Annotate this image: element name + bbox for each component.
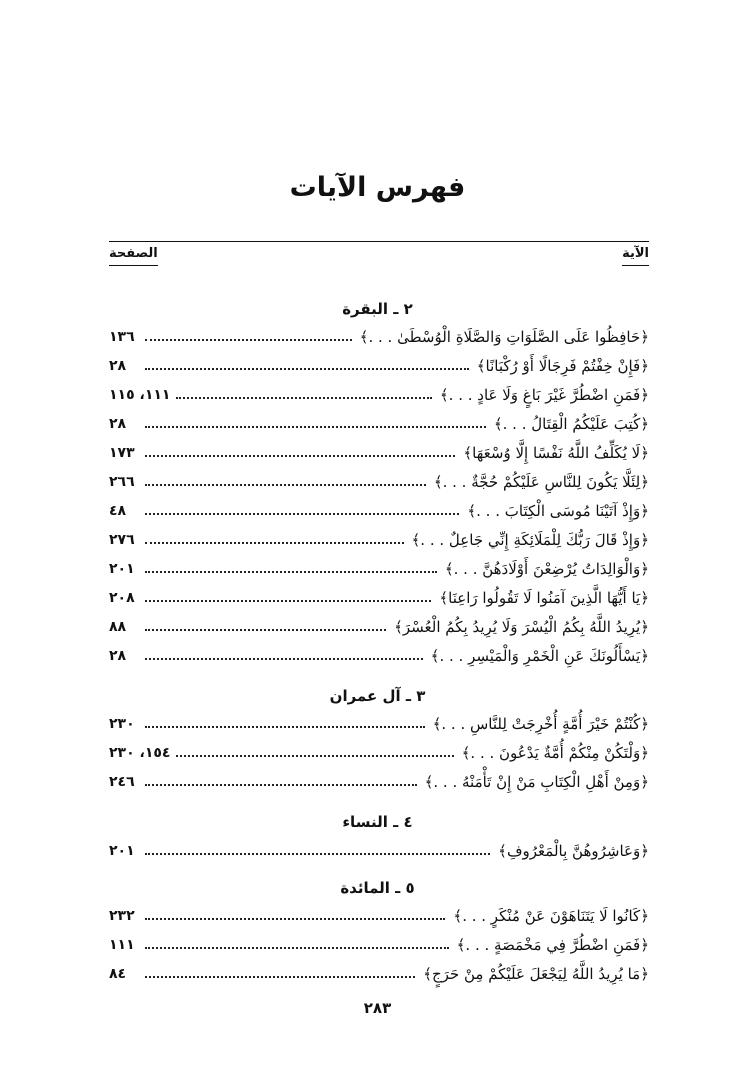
index-entry [109,642,649,670]
page-ref: ٢٠١ [109,843,135,859]
index-header [109,241,649,266]
verse-text: ﴿لِئَلَّا يَكُونَ لِلنَّاسِ عَلَيْكُمْ حُجَّةٌ . . .﴾ [433,473,649,491]
leader-dots [145,484,426,486]
section-title: ٤ ـ النساء [342,813,413,831]
leader-dots [145,542,404,544]
page-number: ٢٨٣ [363,999,392,1017]
index-entry [109,439,649,467]
leader-dots [145,600,431,602]
verse-text: ﴿فَمَنِ اضْطُرَّ فِي مَخْمَصَةٍ . . .﴾ [456,936,649,954]
index-entry [109,710,649,738]
leader-dots [145,784,417,786]
index-entry [109,323,649,351]
verse-text: ﴿وَمِنْ أَهْلِ الْكِتَابِ مَنْ إِنْ تَأْمَنْهُ . . .﴾ [424,773,649,791]
page-ref: ٢٧٦ [109,532,135,548]
page-ref: ٢٤٦ [109,774,135,790]
page-ref: ٢٠١ [109,561,135,577]
leader-dots [145,947,449,949]
index-entry [109,768,649,796]
leader-dots [145,726,425,728]
leader-dots [145,513,459,515]
leader-dots [145,426,486,428]
page-ref: ٢٣٠ [109,716,135,732]
verse-text: ﴿فَمَنِ اضْطُرَّ غَيْرَ بَاغٍ وَلَا عَادٍ . . .﴾ [439,386,649,404]
index-entry [109,613,649,641]
verse-text: ﴿كَانُوا لَا يَتَنَاهَوْنَ عَنْ مُنْكَرٍ . . .﴾ [453,907,649,925]
section-title: ٥ ـ المائدة [340,879,415,897]
index-entry [109,468,649,496]
verse-text: ﴿فَإِنْ خِفْتُمْ فَرِجَالًا أَوْ رُكْبَانًا﴾ [476,357,649,375]
page-ref: ٢٦٦ [109,474,135,490]
leader-dots [145,368,469,370]
leader-dots [145,918,445,920]
leader-dots [176,397,431,399]
leader-dots [145,339,352,341]
page-ref: ٢٨ [109,358,127,374]
page-ref: ١١١، ١١٥ [109,387,171,403]
verse-text: ﴿وَعَاشِرُوهُنَّ بِالْمَعْرُوفِ﴾ [498,842,649,860]
page-ref: ٢٨ [109,416,127,432]
page-ref: ١٥٤، ٢٣٠ [109,745,171,761]
index-entry [109,739,649,767]
verse-text: ﴿لَا يُكَلِّفُ اللَّهُ نَفْسًا إِلَّا وُسْعَهَا﴾ [463,444,649,462]
page-ref: ١٣٦ [109,329,135,345]
index-entry [109,584,649,612]
page-ref: ١١١ [109,937,135,953]
verse-text: ﴿يُرِيدُ اللَّهُ بِكُمُ الْيُسْرَ وَلَا يُرِيدُ بِكُمُ الْعُسْرَ﴾ [394,618,649,636]
index-entry [109,902,649,930]
page-title: فهرس الآيات [289,172,466,203]
page-ref: ٨٨ [109,619,127,635]
index-entry [109,931,649,959]
page-ref: ١٧٣ [109,445,135,461]
leader-dots [176,755,453,757]
verse-text: ﴿وَلْتَكُنْ مِنْكُمْ أُمَّةٌ يَدْعُونَ . . .﴾ [461,744,649,762]
verse-text: ﴿وَإِذْ آتَيْنَا مُوسَى الْكِتَابَ . . .﴾ [467,502,649,520]
verse-text: ﴿مَا يُرِيدُ اللَّهُ لِيَجْعَلَ عَلَيْكُمْ مِنْ حَرَجٍ﴾ [423,965,649,983]
verse-text: ﴿وَإِذْ قَالَ رَبُّكَ لِلْمَلَائِكَةِ إِنِّي جَاعِلٌ . . .﴾ [411,531,649,549]
page-ref: ٢٠٨ [109,590,135,606]
section-title: ٢ ـ البقرة [342,300,413,318]
page-ref: ٢٣٢ [109,908,135,924]
index-entry [109,837,649,865]
index-entry [109,960,649,988]
leader-dots [145,976,415,978]
index-entry [109,381,649,409]
verse-text: ﴿حَافِظُوا عَلَى الصَّلَوَاتِ وَالصَّلَاةِ الْوُسْطَىٰ . . .﴾ [359,328,649,346]
index-entry [109,555,649,583]
verse-text: ﴿وَالْوَالِدَاتُ يُرْضِعْنَ أَوْلَادَهُنَّ . . .﴾ [444,560,649,578]
leader-dots [145,455,455,457]
index-entry [109,526,649,554]
ayah-column-header: الآية [622,246,649,266]
page-ref: ٢٨ [109,648,127,664]
verse-text: ﴿كُنْتُمْ خَيْرَ أُمَّةٍ أُخْرِجَتْ لِلنَّاسِ . . .﴾ [432,715,649,733]
verse-text: ﴿يَسْأَلُونَكَ عَنِ الْخَمْرِ وَالْمَيْسِرِ . . .﴾ [430,647,649,665]
leader-dots [145,629,386,631]
index-entry [109,497,649,525]
page-ref: ٨٤ [109,966,127,982]
verse-text: ﴿كُتِبَ عَلَيْكُمُ الْقِتَالُ . . .﴾ [493,415,649,433]
page-column-header: الصفحة [109,246,158,266]
leader-dots [145,658,423,660]
leader-dots [145,571,437,573]
index-entry [109,410,649,438]
section-title: ٣ ـ آل عمران [329,687,426,705]
index-entry [109,352,649,380]
leader-dots [145,853,490,855]
page-ref: ٤٨ [109,503,127,519]
verse-text: ﴿يَا أَيُّهَا الَّذِينَ آمَنُوا لَا تَقُولُوا رَاعِنَا﴾ [439,589,649,607]
